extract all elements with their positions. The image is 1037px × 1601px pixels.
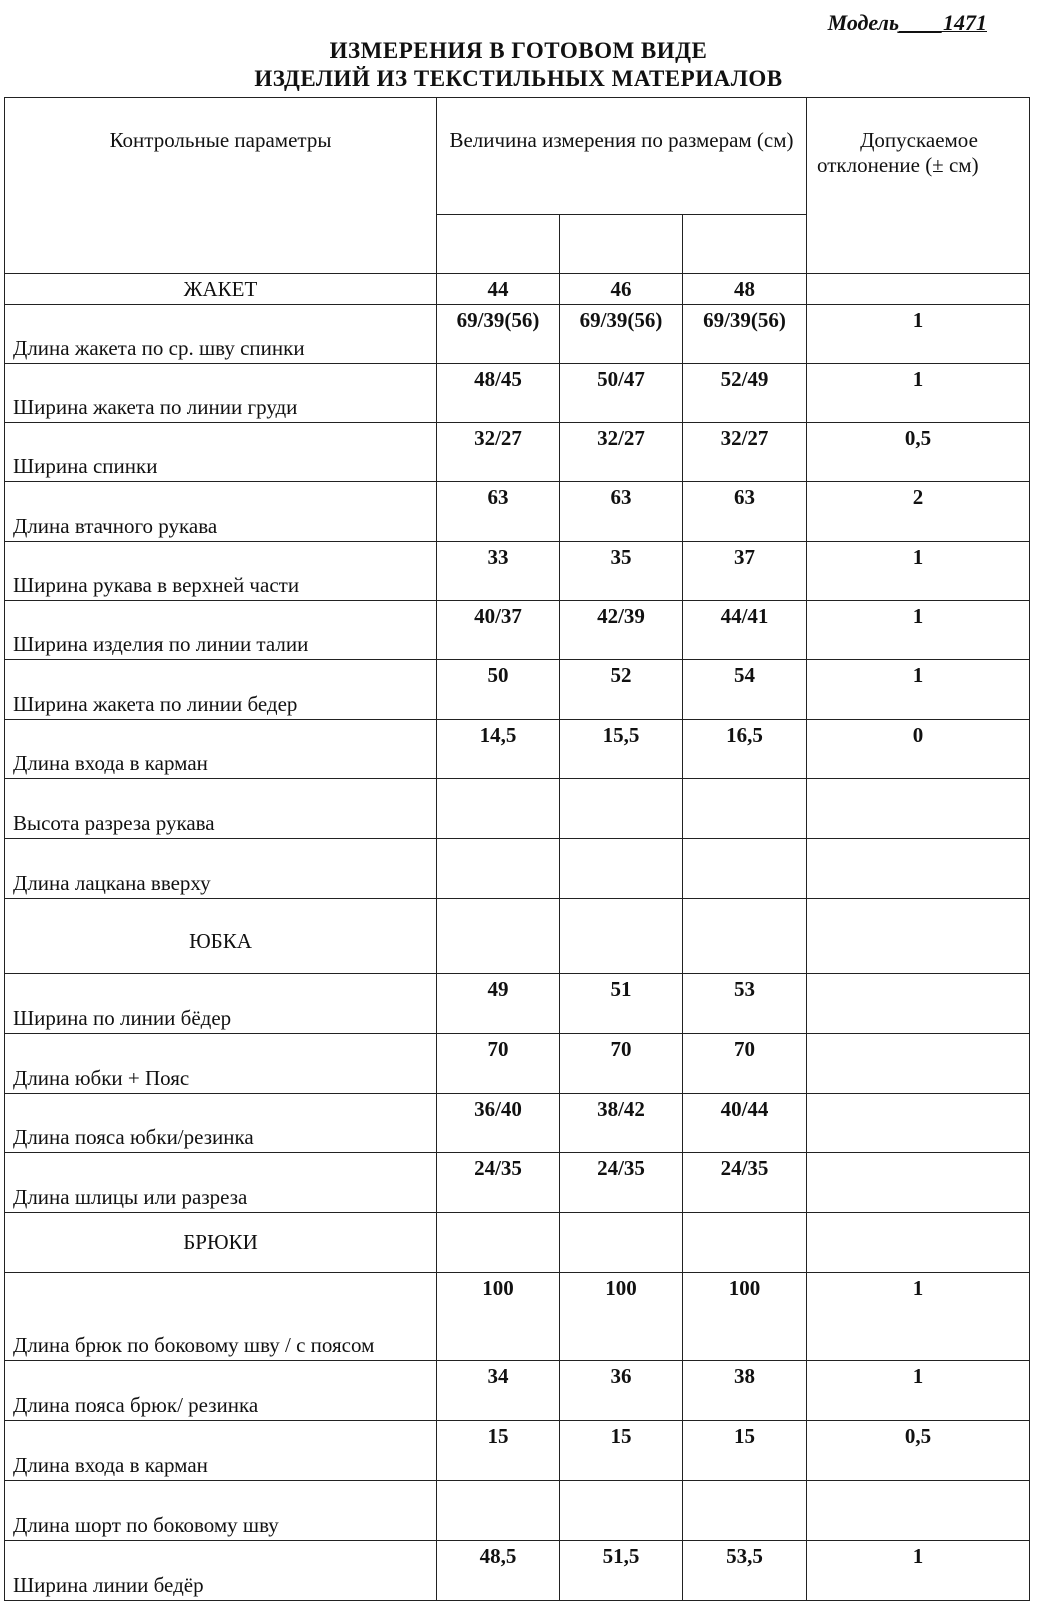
param-name: Длина пояса брюк/ резинка: [5, 1361, 437, 1421]
tolerance: 1: [807, 660, 1030, 720]
value-48: 69/39(56): [683, 305, 807, 364]
value-48: 53: [683, 974, 807, 1034]
size-46: 46: [560, 274, 683, 305]
value-46: 69/39(56): [560, 305, 683, 364]
value-44: 36/40: [437, 1094, 560, 1153]
table-row: [5, 660, 1030, 720]
table-row: [5, 1361, 1030, 1421]
value-44: 48,5: [437, 1541, 560, 1601]
doc-title-line-2: ИЗДЕЛИЙ ИЗ ТЕКСТИЛЬНЫХ МАТЕРИАЛОВ: [254, 66, 783, 91]
value-46: 42/39: [560, 601, 683, 660]
param-name: Длина входа в карман: [5, 720, 437, 779]
header-tolerance: Допускаемое отклонение (± см): [807, 98, 1030, 274]
value-46: 35: [560, 542, 683, 601]
tolerance: 1: [807, 1541, 1030, 1601]
header-measure: Величина измерения по размерам (см): [437, 98, 807, 215]
tolerance: [807, 779, 1030, 839]
table-row: [5, 720, 1030, 779]
value-48: 100: [683, 1273, 807, 1361]
section-skirt: ЮБКА: [5, 899, 437, 974]
value-46: 50/47: [560, 364, 683, 423]
size-48: 48: [683, 274, 807, 305]
value-44: 40/37: [437, 601, 560, 660]
header-blank-cell: [683, 215, 807, 274]
value-46: 100: [560, 1273, 683, 1361]
param-name: Длина шлицы или разреза: [5, 1153, 437, 1213]
table-row: [5, 482, 1030, 542]
value-44: 100: [437, 1273, 560, 1361]
size-tolerance-blank: [807, 274, 1030, 305]
param-name: Ширина жакета по линии бедер: [5, 660, 437, 720]
empty-cell: [683, 1213, 807, 1273]
value-48: 44/41: [683, 601, 807, 660]
value-44: 14,5: [437, 720, 560, 779]
value-44: [437, 1481, 560, 1541]
value-46: [560, 779, 683, 839]
value-46: 52: [560, 660, 683, 720]
model-number-value: ____1471: [899, 10, 987, 35]
table-row: [5, 1481, 1030, 1541]
value-44: 49: [437, 974, 560, 1034]
value-46: 24/35: [560, 1153, 683, 1213]
value-48: 32/27: [683, 423, 807, 482]
empty-cell: [560, 1213, 683, 1273]
value-48: 37: [683, 542, 807, 601]
table-row: [5, 1153, 1030, 1213]
value-44: 15: [437, 1421, 560, 1481]
value-48: 53,5: [683, 1541, 807, 1601]
table-row: [5, 974, 1030, 1034]
value-48: 63: [683, 482, 807, 542]
table-row: [5, 1034, 1030, 1094]
table-row: [5, 1094, 1030, 1153]
value-44: 34: [437, 1361, 560, 1421]
value-44: 70: [437, 1034, 560, 1094]
value-44: 48/45: [437, 364, 560, 423]
param-name: Длина лацкана вверху: [5, 839, 437, 899]
table-row: [5, 305, 1030, 364]
param-name: Ширина по линии бёдер: [5, 974, 437, 1034]
value-46: [560, 1481, 683, 1541]
header-blank-cell: [560, 215, 683, 274]
value-44: 24/35: [437, 1153, 560, 1213]
tolerance: 1: [807, 305, 1030, 364]
empty-cell: [437, 1213, 560, 1273]
measurements-table: [4, 97, 1030, 1601]
tolerance: 1: [807, 1273, 1030, 1361]
value-44: 33: [437, 542, 560, 601]
value-46: 63: [560, 482, 683, 542]
param-name: Длина втачного рукава: [5, 482, 437, 542]
empty-cell: [807, 899, 1030, 974]
table-row: [5, 423, 1030, 482]
value-46: 32/27: [560, 423, 683, 482]
tolerance: 1: [807, 601, 1030, 660]
value-46: 70: [560, 1034, 683, 1094]
table-row: [5, 601, 1030, 660]
value-48: 16,5: [683, 720, 807, 779]
value-48: 15: [683, 1421, 807, 1481]
value-46: 15: [560, 1421, 683, 1481]
table-row: [5, 1541, 1030, 1601]
doc-title-line-1: ИЗМЕРЕНИЯ В ГОТОВОМ ВИДЕ: [329, 38, 708, 63]
tolerance: 0,5: [807, 1421, 1030, 1481]
value-46: 15,5: [560, 720, 683, 779]
param-name: Длина шорт по боковому шву: [5, 1481, 437, 1541]
value-44: 63: [437, 482, 560, 542]
tolerance: [807, 1481, 1030, 1541]
param-name: Ширина изделия по линии талии: [5, 601, 437, 660]
empty-cell: [683, 899, 807, 974]
table-row: [5, 1273, 1030, 1361]
empty-cell: [560, 899, 683, 974]
value-48: 52/49: [683, 364, 807, 423]
header-param: Контрольные параметры: [5, 98, 437, 274]
value-48: 40/44: [683, 1094, 807, 1153]
param-name: Длина жакета по ср. шву спинки: [5, 305, 437, 364]
tolerance: [807, 974, 1030, 1034]
tolerance: [807, 1094, 1030, 1153]
value-44: 32/27: [437, 423, 560, 482]
value-48: 70: [683, 1034, 807, 1094]
value-48: 54: [683, 660, 807, 720]
table-row: [5, 779, 1030, 839]
table-row: [5, 364, 1030, 423]
section-jacket: ЖАКЕТ: [5, 274, 437, 305]
value-48: 24/35: [683, 1153, 807, 1213]
param-name: Длина пояса юбки/резинка: [5, 1094, 437, 1153]
empty-cell: [807, 1213, 1030, 1273]
tolerance: [807, 1034, 1030, 1094]
value-48: [683, 1481, 807, 1541]
tolerance: [807, 1153, 1030, 1213]
value-46: 38/42: [560, 1094, 683, 1153]
param-name: Высота разреза рукава: [5, 779, 437, 839]
empty-cell: [437, 899, 560, 974]
tolerance: 0,5: [807, 423, 1030, 482]
table-row: [5, 839, 1030, 899]
value-48: [683, 779, 807, 839]
param-name: Ширина спинки: [5, 423, 437, 482]
tolerance: 0: [807, 720, 1030, 779]
table-row: [5, 1421, 1030, 1481]
param-name: Длина юбки + Пояс: [5, 1034, 437, 1094]
value-44: 69/39(56): [437, 305, 560, 364]
value-48: 38: [683, 1361, 807, 1421]
param-name: Ширина жакета по линии груди: [5, 364, 437, 423]
value-44: [437, 839, 560, 899]
tolerance: 1: [807, 542, 1030, 601]
value-48: [683, 839, 807, 899]
param-name: Длина брюк по боковому шву / с поясом: [5, 1273, 437, 1361]
param-name: Длина входа в карман: [5, 1421, 437, 1481]
tolerance: 2: [807, 482, 1030, 542]
section-trousers: БРЮКИ: [5, 1213, 437, 1273]
model-label: Модель: [827, 10, 899, 35]
tolerance: 1: [807, 364, 1030, 423]
value-46: [560, 839, 683, 899]
header-blank-cell: [437, 215, 560, 274]
value-46: 51: [560, 974, 683, 1034]
value-46: 51,5: [560, 1541, 683, 1601]
value-44: [437, 779, 560, 839]
value-46: 36: [560, 1361, 683, 1421]
model-number: [828, 10, 987, 36]
tolerance: 1: [807, 1361, 1030, 1421]
param-name: Ширина линии бедёр: [5, 1541, 437, 1601]
table-row: [5, 542, 1030, 601]
param-name: Ширина рукава в верхней части: [5, 542, 437, 601]
size-44: 44: [437, 274, 560, 305]
value-44: 50: [437, 660, 560, 720]
tolerance: [807, 839, 1030, 899]
